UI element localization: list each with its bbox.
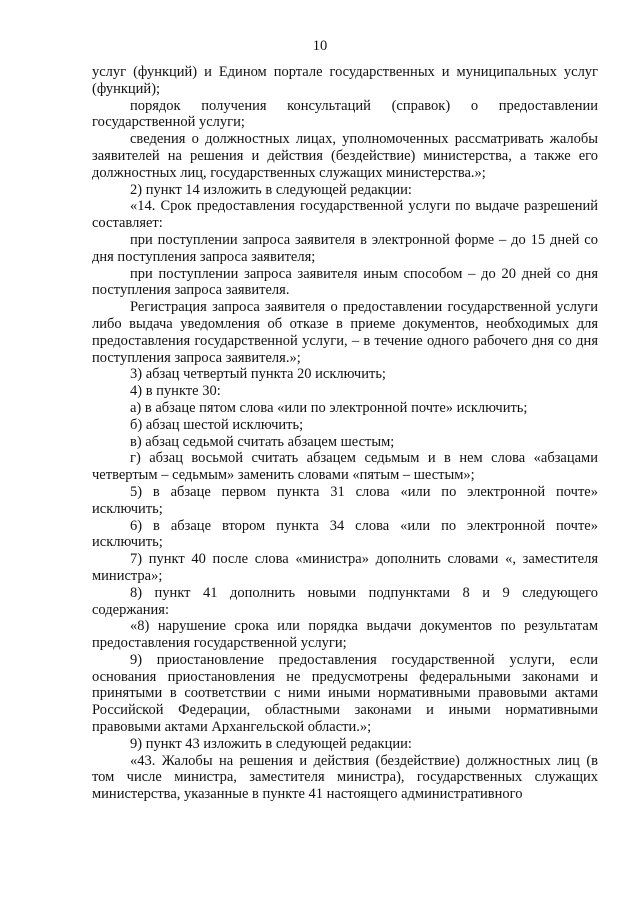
- paragraph: «43. Жалобы на решения и действия (бездействие) должностных лиц (в том числе министра, заместителя министра), государственных служащих министерства, указанные в пункте 41 настоящего административного: [92, 752, 598, 803]
- paragraph: «8) нарушение срока или порядка выдачи документов по результатам предоставления государственной услуги;: [92, 618, 598, 652]
- paragraph: при поступлении запроса заявителя иным способом – до 20 дней со дня поступления запроса заявителя.: [92, 265, 598, 299]
- paragraph: порядок получения консультаций (справок) о предоставлении государственной услуги;: [92, 97, 598, 131]
- paragraph: Регистрация запроса заявителя о предоставлении государственной услуги либо выдача уведомления об отказе в приеме документов, необходимых для предоставления государственной услуги, – в течение одного рабочего дня со дня поступления запроса заявителя.»;: [92, 299, 598, 366]
- paragraph: «14. Срок предоставления государственной услуги по выдаче разрешений составляет:: [92, 198, 598, 232]
- paragraph: 2) пункт 14 изложить в следующей редакции:: [130, 181, 412, 198]
- page-number: 10: [312, 38, 328, 54]
- paragraph: сведения о должностных лицах, уполномоченных рассматривать жалобы заявителей на решения и действия (бездействие) министерства, а также его должностных лиц, государственных служащих министерства.»;: [92, 131, 598, 181]
- paragraph: б) абзац шестой исключить;: [130, 416, 304, 433]
- paragraph: услуг (функций) и Едином портале государственных и муниципальных услуг (функций);: [92, 64, 598, 97]
- paragraph: 8) пункт 41 дополнить новыми подпунктами 8 и 9 следующего содержания:: [92, 584, 598, 618]
- paragraph: а) в абзаце пятом слова «или по электронной почте» исключить;: [130, 399, 528, 416]
- paragraph: при поступлении запроса заявителя в электронной форме – до 15 дней со дня поступления запроса заявителя;: [92, 231, 598, 265]
- document-body: [92, 64, 598, 803]
- paragraph: 6) в абзаце втором пункта 34 слова «или по электронной почте» исключить;: [92, 517, 598, 551]
- paragraph: 3) абзац четвертый пункта 20 исключить;: [130, 366, 386, 383]
- paragraph: 7) пункт 40 после слова «министра» дополнить словами «, заместителя министра»;: [92, 551, 598, 584]
- paragraph: 9) пункт 43 изложить в следующей редакции:: [130, 735, 412, 752]
- paragraph: 5) в абзаце первом пункта 31 слова «или по электронной почте» исключить;: [92, 483, 598, 517]
- paragraph: 4) в пункте 30:: [130, 383, 221, 400]
- paragraph: г) абзац восьмой считать абзацем седьмым и в нем слова «абзацами четвертым – седьмым» заменить словами «пятым – шестым»;: [92, 450, 598, 484]
- paragraph: 9) приостановление предоставления государственной услуги, если основания приостановления не предусмотрены федеральными законами и принятыми в соответствии с ними иными нормативными правовыми актами Российской Федерации, областными законами и иными нормативными правовыми актами Архангельской области.»;: [92, 651, 598, 736]
- paragraph: в) абзац седьмой считать абзацем шестым;: [130, 433, 395, 450]
